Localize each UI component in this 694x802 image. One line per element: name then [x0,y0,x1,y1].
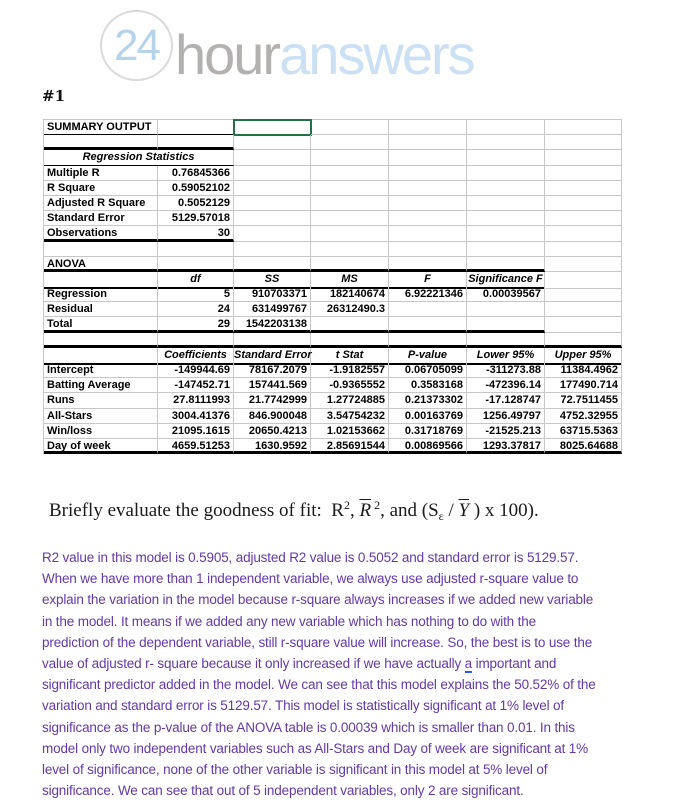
sheet-cell: 0.5052129 [158,196,234,211]
sheet-cell: 30 [158,226,234,241]
sheet-cell [389,196,467,211]
formula-segment: 2 [371,498,381,512]
answer-text-segment: important and [472,655,557,671]
sheet-row [44,409,622,424]
sheet-cell: R Square [44,181,158,196]
sheet-cell [311,333,389,348]
sheet-cell [311,226,389,241]
sheet-cell: Total [44,317,158,332]
sheet-row [44,393,622,408]
sheet-row [44,226,622,241]
sheet-cell [311,120,389,135]
sheet-cell [44,135,158,150]
sheet-cell [389,317,467,332]
sheet-cell [545,302,622,317]
sheet-cell: Regression Statistics [44,150,234,166]
sheet-cell: 78167.2079 [234,363,311,378]
sheet-cell: 5 [158,287,234,302]
sheet-cell [467,257,545,272]
sheet-cell [234,196,311,211]
sheet-cell [467,333,545,348]
sheet-cell: 21.7742999 [234,393,311,408]
sheet-row [44,348,622,363]
sheet-cell: 29 [158,317,234,332]
answer-line: R2 value in this model is 0.5905, adjusted R2 value is 0.5052 and standard error is 5129.57. [42,550,579,565]
sheet-cell [311,211,389,226]
sheet-cell [467,181,545,196]
sheet-row [44,272,622,287]
sheet-cell [545,211,622,226]
answer-line: When we have more than 1 independent variable, we always use adjusted r-square value to [42,571,579,587]
logo [98,8,558,88]
sheet-cell: 24 [158,302,234,317]
sheet-cell [389,150,467,166]
sheet-cell [467,317,545,332]
logo-circle-icon [100,10,173,81]
sheet-cell: 182140674 [311,287,389,302]
sheet-row [44,439,622,454]
sheet-cell: 1.27724885 [311,393,389,408]
sheet-cell: -17.128747 [467,393,545,408]
sheet-cell [545,181,622,196]
sheet-cell [234,333,311,348]
sheet-cell: Day of week [44,439,158,454]
sheet-cell [234,181,311,196]
sheet-cell: 0.59052102 [158,181,234,196]
sheet-cell [467,302,545,317]
sheet-cell [467,120,545,135]
sheet-cell: All-Stars [44,409,158,424]
sheet-cell [158,333,234,348]
sheet-cell: Regression [44,287,158,302]
sheet-cell [545,333,622,348]
answer-line: significance. We can see that out of 5 independent variables, only 2 are significant. [42,783,524,799]
answer-text-segment: value of adjusted r- square because it only increased if we have actually [42,655,465,671]
sheet-cell: df [158,272,234,289]
sheet-cell [545,226,622,241]
sheet-cell: SUMMARY OUTPUT [44,120,158,135]
sheet-cell: Multiple R [44,166,158,181]
sheet-cell: 0.3583168 [389,378,467,393]
sheet-cell: -311273.88 [467,363,545,378]
sheet-row [44,333,622,348]
sheet-cell: 4752.32955 [545,409,622,424]
sheet-cell: 26312490.3 [311,302,389,317]
formula-segment: ε [438,509,444,523]
sheet-row [44,317,622,332]
sheet-cell: 0.31718769 [389,424,467,439]
sheet-row [44,150,622,165]
answer-paragraph [42,547,682,801]
sheet-cell [311,181,389,196]
sheet-cell: P-value [389,348,467,365]
sheet-cell [389,120,467,135]
sheet-cell [389,302,467,317]
sheet-cell: 631499767 [234,302,311,317]
sheet-cell: 3004.41376 [158,409,234,424]
sheet-row [44,135,622,150]
answer-line: significant predictor added in the model. We can see that this model explains the 50.52% of the [42,677,596,693]
sheet-cell [467,196,545,211]
sheet-row [44,120,622,135]
sheet-cell: ANOVA [44,257,158,272]
sheet-cell [158,242,234,257]
sheet-row [44,181,622,196]
sheet-cell [389,242,467,257]
sheet-cell: Runs [44,393,158,408]
sheet-cell [467,226,545,241]
sheet-cell [545,120,622,135]
sheet-cell [545,257,622,272]
sheet-cell: Adjusted R Square [44,196,158,211]
sheet-cell: 63715.5363 [545,424,622,439]
sheet-cell [545,135,622,150]
sheet-row [44,287,622,302]
sheet-cell [234,135,311,150]
sheet-cell: 11384.4962 [545,363,622,378]
sheet-cell [311,257,389,272]
sheet-cell [545,150,622,166]
logo-word-hour: hour [175,23,280,86]
formula-segment: , and (S [380,500,439,521]
answer-line: model only two independent variables such as All-Stars and Day of week are significant at 1% [42,740,589,756]
formula-segment: / [443,500,459,521]
sheet-cell: -472396.14 [467,378,545,393]
sheet-cell: Residual [44,302,158,317]
sheet-cell [234,226,311,241]
sheet-cell [234,257,311,272]
sheet-cell: 0.06705099 [389,363,467,378]
sheet-cell: 3.54754232 [311,409,389,424]
sheet-cell: 27.8111993 [158,393,234,408]
sheet-cell [389,333,467,348]
question-number: #1 [42,87,66,105]
formula-segment: Briefly evaluate the goodness of fit: R [49,500,344,521]
sheet-cell [467,166,545,181]
sheet-cell: 177490.714 [545,378,622,393]
sheet-cell: Upper 95% [545,348,622,365]
formula-segment: $\overline{R}$ [359,500,372,521]
sheet-cell: t Stat [311,348,389,365]
sheet-cell [389,181,467,196]
sheet-cell [389,135,467,150]
sheet-cell [158,257,234,272]
sheet-cell [311,150,389,166]
sheet-cell [467,211,545,226]
sheet-row [44,211,622,226]
sheet-cell [158,120,234,135]
sheet-cell: 0.00039567 [467,287,545,302]
sheet-cell: 8025.64688 [545,439,622,454]
sheet-cell: Standard Error [234,348,311,365]
formula-segment: $\overline{Y}$ [458,500,470,521]
misspelled-word: a [464,655,473,671]
sheet-cell: 157441.569 [234,378,311,393]
answer-line: variation and standard error is 5129.57. This model is statistically significant at 1% level of [42,698,565,714]
answer-line: prediction of the dependent variable, still r-square value will increase. So, the best is to use the [42,634,593,650]
sheet-row [44,424,622,439]
question-formula [49,496,649,527]
sheet-cell [311,166,389,181]
sheet-cell: 1293.37817 [467,439,545,454]
sheet-row [44,363,622,378]
sheet-cell: -149944.69 [158,363,234,378]
logo-word-answers: answers [279,23,474,86]
sheet-row [44,378,622,393]
sheet-cell [311,317,389,332]
sheet-cell [545,317,622,332]
sheet-cell: 21095.1615 [158,424,234,439]
sheet-cell [234,150,311,166]
sheet-row [44,242,622,257]
sheet-cell: 1542203138 [234,317,311,332]
sheet-cell [44,333,158,348]
sheet-cell [467,242,545,257]
sheet-cell [545,242,622,257]
sheet-cell [311,242,389,257]
sheet-cell: F [389,272,467,289]
formula-segment: , [349,500,360,521]
sheet-row [44,196,622,211]
logo-number: 24 [114,20,159,70]
sheet-cell: 20650.4213 [234,424,311,439]
sheet-cell [389,166,467,181]
sheet-cell: 910703371 [234,287,311,302]
sheet-row [44,257,622,272]
sheet-cell [467,150,545,166]
answer-line [42,653,682,674]
logo-text [175,22,474,87]
sheet-cell [311,196,389,211]
sheet-cell: Coefficients [158,348,234,365]
sheet-cell [545,287,622,302]
sheet-row [44,166,622,181]
answer-line: significance as the p-value of the ANOVA table is 0.00039 which is smaller than 0.01. In this [42,719,575,735]
sheet-cell [44,242,158,257]
sheet-cell [158,135,234,150]
sheet-cell [389,211,467,226]
sheet-cell [545,166,622,181]
spreadsheet [43,119,622,454]
sheet-cell: 0.76845366 [158,166,234,181]
sheet-cell: Observations [44,226,158,241]
sheet-cell: MS [311,272,389,289]
formula-segment: ) x 100). [469,500,539,521]
sheet-cell: SS [234,272,311,289]
sheet-cell: 72.7511455 [545,393,622,408]
sheet-cell: Batting Average [44,378,158,393]
sheet-cell: -21525.213 [467,424,545,439]
sheet-cell: Standard Error [44,211,158,226]
sheet-cell: -147452.71 [158,378,234,393]
sheet-cell [234,242,311,257]
sheet-cell [234,166,311,181]
sheet-cell: 1.02153662 [311,424,389,439]
sheet-cell: 1256.49797 [467,409,545,424]
sheet-cell [234,211,311,226]
sheet-cell: 846.900048 [234,409,311,424]
sheet-cell [311,135,389,150]
sheet-cell: 6.92221346 [389,287,467,302]
sheet-cell: 5129.57018 [158,211,234,226]
sheet-selected-cell [234,120,311,135]
sheet-cell: -0.9365552 [311,378,389,393]
sheet-cell: 0.00163769 [389,409,467,424]
sheet-cell: Lower 95% [467,348,545,365]
answer-line: level of significance, none of the other variable is significant in this model at 5% level of [42,761,548,777]
sheet-cell: 4659.51253 [158,439,234,454]
sheet-cell: 2.85691544 [311,439,389,454]
sheet-row [44,302,622,317]
formula-segment: 2 [343,498,350,512]
answer-line: in the model. It means if we added any new variable which has nothing to do with the [42,613,536,629]
sheet-cell: 0.21373302 [389,393,467,408]
sheet-cell [467,135,545,150]
answer-line: explain the variation in the model because r-square always increases if we added new variable [42,592,594,608]
sheet-cell [545,196,622,211]
sheet-cell: -1.9182557 [311,363,389,378]
sheet-cell: Significance F [467,272,545,289]
sheet-cell: Intercept [44,363,158,378]
sheet-cell: 1630.9592 [234,439,311,454]
sheet-cell: Win/loss [44,424,158,439]
sheet-cell: 0.00869566 [389,439,467,454]
sheet-cell [389,226,467,241]
sheet-cell [389,257,467,272]
